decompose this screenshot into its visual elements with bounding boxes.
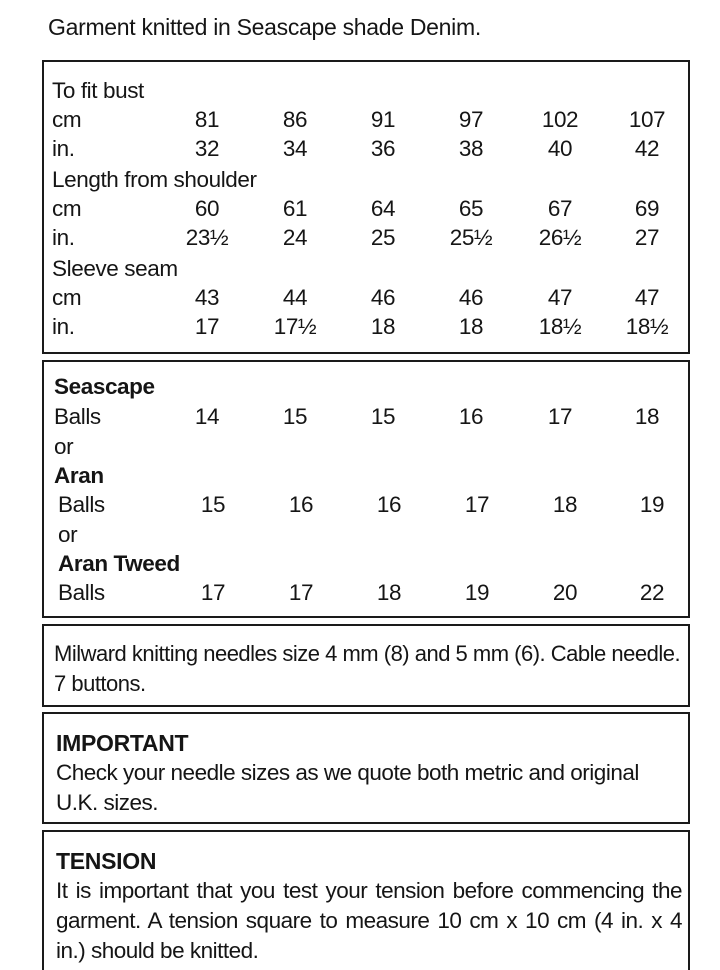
needles-box [42,624,690,707]
size-value: 25½ [449,225,493,250]
row-label: cm [52,196,82,221]
size-value: 18 [458,314,484,339]
balls-value: 18 [552,492,578,517]
or-row [44,434,688,464]
size-value: 67 [547,196,573,221]
balls-value: 22 [639,580,665,605]
row-label: cm [52,285,82,310]
size-value: 91 [370,107,396,132]
bust-cm-row [44,107,688,137]
important-box [42,712,690,824]
row-label: Balls [58,492,105,517]
length-heading: Length from shoulder [52,167,257,192]
length-in-row [44,225,688,255]
row-label: in. [52,136,75,161]
balls-value: 17 [200,580,226,605]
row-label: in. [52,225,75,250]
aran-heading-row [44,463,688,493]
balls-value: 15 [370,404,396,429]
row-label: Balls [58,580,105,605]
size-value: 47 [547,285,573,310]
measurements-box [42,60,690,354]
seascape-balls-row [44,404,688,434]
size-value: 43 [194,285,220,310]
balls-value: 17 [547,404,573,429]
balls-value: 14 [194,404,220,429]
intro-text: Garment knitted in Seascape shade Denim. [48,14,481,40]
row-label: in. [52,314,75,339]
length-cm-row [44,196,688,226]
balls-value: 16 [376,492,402,517]
size-value: 42 [634,136,660,161]
size-value: 34 [282,136,308,161]
size-value: 17 [194,314,220,339]
size-value: 18 [370,314,396,339]
size-value: 40 [547,136,573,161]
sleeve-cm-row [44,285,688,315]
sleeve-heading: Sleeve seam [52,256,178,281]
row-label: cm [52,107,82,132]
balls-value: 17 [288,580,314,605]
balls-value: 15 [200,492,226,517]
size-value: 18½ [538,314,582,339]
yarn-box [42,360,690,618]
size-value: 38 [458,136,484,161]
size-value: 18½ [625,314,669,339]
bust-heading-row [44,78,688,108]
size-value: 69 [634,196,660,221]
size-value: 25 [370,225,396,250]
length-heading-row [44,167,688,197]
tension-box [42,830,690,970]
balls-value: 20 [552,580,578,605]
yarn-name: Aran Tweed [58,551,180,576]
bust-heading: To fit bust [52,78,144,103]
or-text: or [54,434,74,459]
aran-tweed-balls-row [44,580,688,610]
tension-text: It is important that you test your tension before commencing the garment. A tension square to measure 10 cm x 10 cm (4 in. x 4 in.) should be knitted. [56,878,682,963]
tension-title: TENSION [56,848,157,874]
size-value: 102 [541,107,579,132]
balls-value: 16 [288,492,314,517]
size-value: 65 [458,196,484,221]
aran-tweed-heading-row [44,551,688,581]
size-value: 64 [370,196,396,221]
balls-value: 19 [639,492,665,517]
balls-value: 16 [458,404,484,429]
balls-value: 17 [464,492,490,517]
size-value: 46 [370,285,396,310]
size-value: 24 [282,225,308,250]
row-label: Balls [54,404,101,429]
balls-value: 19 [464,580,490,605]
size-value: 61 [282,196,308,221]
or-text: or [58,522,78,547]
size-value: 26½ [538,225,582,250]
size-value: 60 [194,196,220,221]
needles-text: Milward knitting needles size 4 mm (8) and 5 mm (6). Cable needle. 7 buttons. [54,641,681,696]
yarn-name: Seascape [54,374,155,399]
size-value: 81 [194,107,220,132]
size-value: 107 [628,107,666,132]
size-value: 46 [458,285,484,310]
size-value: 86 [282,107,308,132]
size-value: 97 [458,107,484,132]
or-row [44,522,688,552]
size-value: 27 [634,225,660,250]
size-value: 36 [370,136,396,161]
size-value: 47 [634,285,660,310]
important-title: IMPORTANT [56,730,189,756]
seascape-heading-row [44,374,688,404]
important-text: Check your needle sizes as we quote both metric and original U.K. sizes. [56,760,639,815]
balls-value: 18 [634,404,660,429]
yarn-name: Aran [54,463,104,488]
size-value: 44 [282,285,308,310]
size-value: 32 [194,136,220,161]
size-value: 17½ [273,314,317,339]
balls-value: 15 [282,404,308,429]
aran-balls-row [44,492,688,522]
bust-in-row [44,136,688,166]
balls-value: 18 [376,580,402,605]
sleeve-in-row [44,314,688,344]
size-value: 23½ [185,225,229,250]
sleeve-heading-row [44,256,688,286]
